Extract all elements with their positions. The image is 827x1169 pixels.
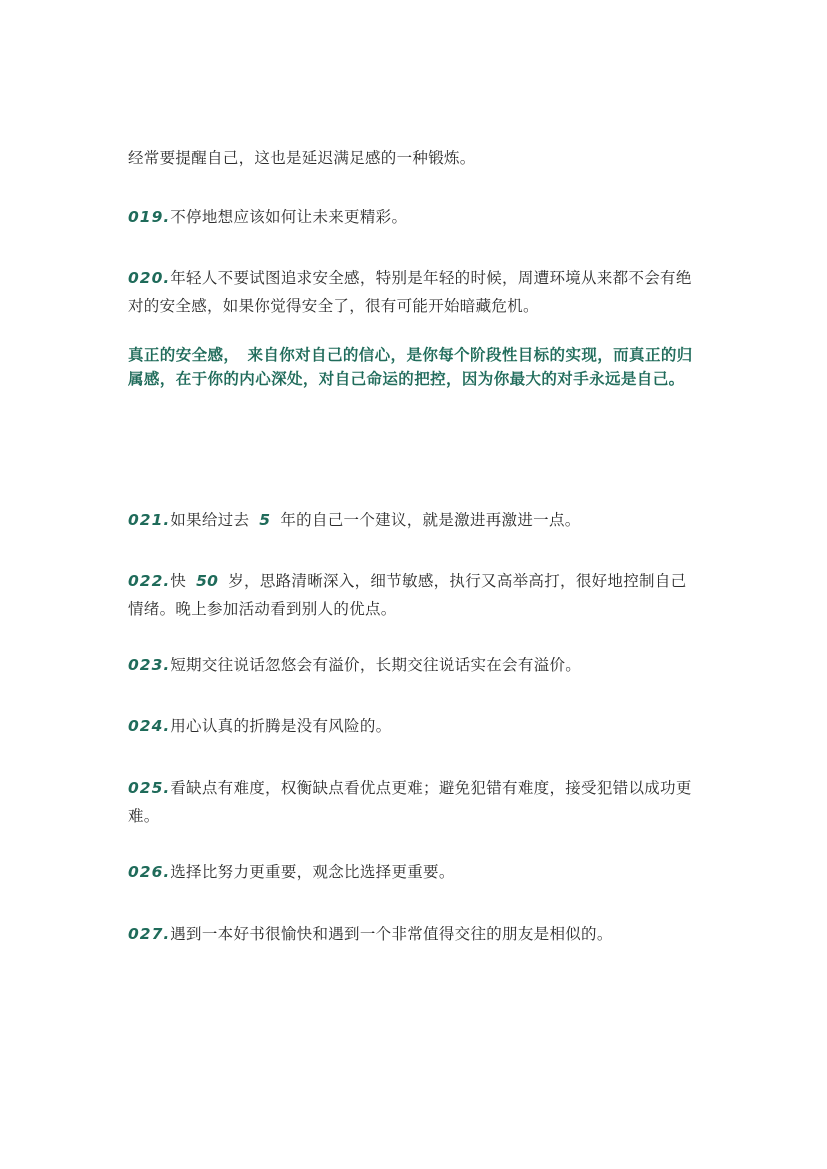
item-text: 用心认真的折腾是没有风险的。 [170,717,392,735]
item-number: 022. [128,572,171,590]
item-number: 020. [128,269,171,287]
item-027 [128,920,700,948]
highlight-text: 真正的安全感， 来自你对自己的信心，是你每个阶段性目标的实现，而真正的归属感，在于你的内心深处，对自己命运的把控，因为你最大的对手永远是自己。 [128,346,693,388]
item-021 [128,506,700,534]
item-text: 看缺点有难度，权衡缺点看优点更难；避免犯错有难度，接受犯错以成功更难。 [128,779,692,825]
item-number: 019. [128,208,171,226]
item-text-before: 快 [170,572,187,590]
item-number: 023. [128,656,171,674]
intro-line [128,144,700,172]
item-019 [128,203,700,231]
item-number: 026. [128,863,171,881]
item-text: 不停地想应该如何让未来更精彩。 [170,208,408,226]
item-023 [128,651,700,679]
item-inline-number: 5 [259,511,271,529]
item-text: 短期交往说话忽悠会有溢价，长期交往说话实在会有溢价。 [170,656,582,674]
highlight-paragraph [128,343,703,391]
item-text-after: 年的自己一个建议，就是激进再激进一点。 [280,511,581,529]
item-022 [128,567,700,623]
item-026 [128,858,700,886]
item-number: 024. [128,717,171,735]
item-number: 021. [128,511,171,529]
item-024 [128,712,700,740]
item-text: 遇到一本好书很愉快和遇到一个非常值得交往的朋友是相似的。 [170,925,613,943]
item-text-after: 岁，思路清晰深入，细节敏感，执行又高举高打，很好地控制自己情绪。晚上参加活动看到别人的优点。 [128,572,687,618]
item-inline-number: 50 [196,572,219,590]
item-number: 027. [128,925,171,943]
intro-text: 经常要提醒自己，这也是延迟满足感的一种锻炼。 [128,149,476,167]
item-text: 年轻人不要试图追求安全感，特别是年轻的时候，周遭环境从来都不会有绝对的安全感，如果你觉得安全了，很有可能开始暗藏危机。 [128,269,692,315]
item-text-before: 如果给过去 [170,511,250,529]
item-025 [128,774,700,830]
item-number: 025. [128,779,171,797]
item-text: 选择比努力更重要，观念比选择更重要。 [170,863,455,881]
item-020 [128,264,700,320]
